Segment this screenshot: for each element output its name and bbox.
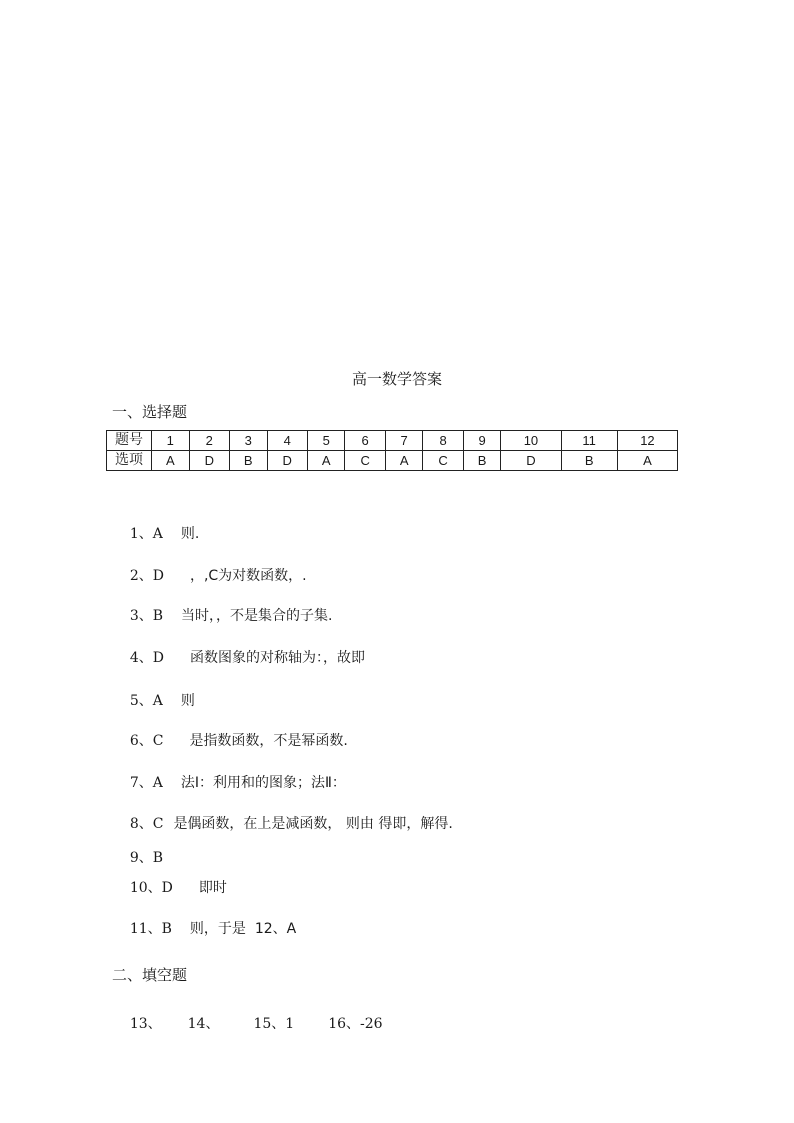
explanation-number: 1、A: [129, 526, 163, 542]
table-cell: 11: [561, 431, 617, 451]
explanation-text: 则.: [180, 526, 200, 542]
explanation-text: ，,C为对数函数，.: [189, 568, 307, 584]
table-cell: A: [385, 451, 423, 471]
explanation-text: 是偶函数，在上是减函数， 则由 得即，解得.: [173, 816, 453, 832]
section-fill-in-heading: 二、填空题: [112, 966, 188, 984]
table-cell: B: [561, 451, 617, 471]
table-row-answers: [107, 451, 678, 471]
explanation-number: 2、D: [129, 568, 164, 584]
explanation-text: 当时，，不是集合的子集.: [181, 608, 333, 624]
explanation-number: 6、C: [129, 733, 164, 749]
fill-in-item: 13、: [129, 1016, 162, 1032]
answer-table: [106, 430, 678, 471]
table-cell: A: [152, 451, 190, 471]
explanation-number: 3、B: [129, 608, 164, 624]
explanation-number: 10、D: [129, 880, 173, 896]
table-cell: D: [189, 451, 229, 471]
fill-in-item: 14、: [187, 1016, 220, 1032]
table-row-question-numbers: [107, 431, 678, 451]
table-cell: 4: [267, 431, 307, 451]
explanation-text: 即时: [198, 880, 227, 896]
explanation-text: 函数图象的对称轴为：，故即: [189, 650, 365, 666]
table-cell: 10: [501, 431, 561, 451]
page-title: 高一数学答案: [351, 370, 442, 388]
table-cell: A: [617, 451, 677, 471]
table-cell: A: [307, 451, 345, 471]
table-cell: 6: [345, 431, 385, 451]
table-row-label: 题号: [107, 431, 152, 451]
table-cell: D: [501, 451, 561, 471]
explanation-number: 9、B: [129, 850, 164, 866]
explanation-item: [112, 797, 453, 849]
table-cell: 8: [423, 431, 463, 451]
table-cell: 7: [385, 431, 423, 451]
table-cell: B: [463, 451, 501, 471]
section-multiple-choice-heading: 一、选择题: [112, 403, 188, 421]
fill-in-answers: [112, 997, 383, 1049]
table-row-label: 选项: [107, 451, 152, 471]
fill-in-item: 15、1: [253, 1016, 295, 1032]
table-cell: C: [345, 451, 385, 471]
table-cell: 1: [152, 431, 190, 451]
explanation-text: 是指数函数，不是幂函数.: [189, 733, 348, 749]
table-cell: 12: [617, 431, 677, 451]
explanation-number: 4、D: [129, 650, 164, 666]
explanation-item: [112, 902, 296, 954]
table-cell: 3: [229, 431, 267, 451]
explanation-number: 7、A: [129, 775, 163, 791]
table-cell: 9: [463, 431, 501, 451]
explanation-text: 则: [180, 693, 195, 709]
table-cell: 2: [189, 431, 229, 451]
explanation-number: 11、B: [129, 921, 172, 937]
explanation-text: 则，于是 12、A: [189, 921, 297, 937]
table-cell: D: [267, 451, 307, 471]
fill-in-item: 16、-26: [328, 1016, 383, 1032]
explanation-number: 5、A: [129, 693, 163, 709]
table-cell: B: [229, 451, 267, 471]
explanation-number: 8、C: [129, 816, 164, 832]
explanation-text: 法Ⅰ：利用和的图象；法Ⅱ：: [180, 775, 346, 791]
table-cell: 5: [307, 431, 345, 451]
table-cell: C: [423, 451, 463, 471]
